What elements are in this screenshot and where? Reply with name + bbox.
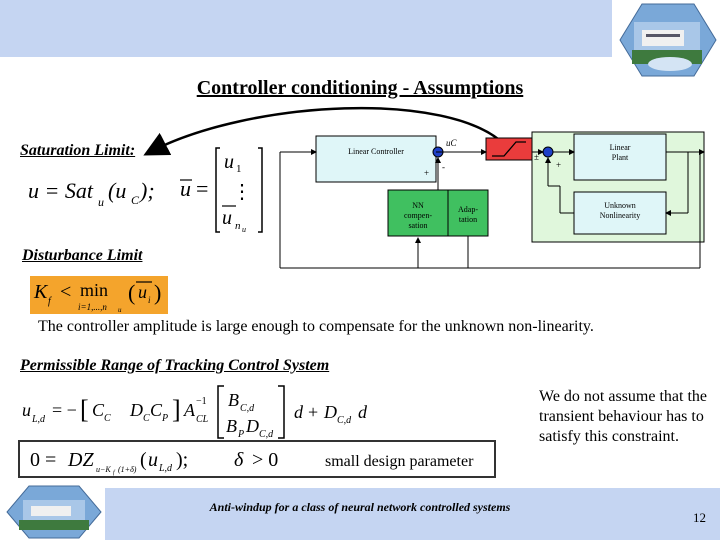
saturation-label: Saturation Limit:: [20, 142, 136, 159]
svg-text:±: ±: [534, 152, 539, 162]
svg-text:⋮: ⋮: [232, 181, 252, 203]
svg-text:u: u: [138, 282, 147, 302]
disturbance-label: Disturbance Limit: [22, 247, 143, 264]
svg-text:(1+δ): (1+δ): [118, 465, 137, 474]
deadzone-equation: [28, 442, 318, 476]
minus-sign: -: [442, 162, 445, 172]
permissible-range-label: Permissible Range of Tracking Control System: [20, 357, 330, 374]
svg-text:min: min: [80, 280, 109, 300]
svg-text:0 =: 0 =: [30, 449, 57, 471]
svg-text:);: );: [176, 449, 189, 471]
svg-text:(: (: [140, 449, 147, 471]
linear-plant-label: Linear: [609, 143, 631, 152]
svg-text:i=1,...,n: i=1,...,n: [78, 302, 107, 312]
transient-note: We do not assume that the transient behaviour has to satisfy this constraint.: [539, 388, 708, 445]
linear-controller-block: [316, 136, 436, 182]
page-number: 12: [693, 510, 706, 525]
unknown-nonlinearity-label: Unknown: [604, 201, 636, 210]
svg-text:D: D: [246, 416, 259, 436]
svg-text:L,d: L,d: [159, 463, 173, 474]
svg-text:u: u: [98, 195, 104, 209]
footer-text: Anti-windup for a class of neural network controlled systems: [209, 500, 511, 514]
svg-text:u: u: [222, 207, 232, 229]
svg-text:−1: −1: [196, 396, 207, 407]
svg-text:sation: sation: [408, 221, 428, 230]
svg-text:[: [: [80, 395, 89, 424]
svg-text:C,d: C,d: [240, 403, 255, 414]
svg-text:+: +: [308, 402, 319, 422]
slide-title: Controller conditioning - Assumptions: [196, 77, 524, 99]
saturation-block: [486, 138, 532, 160]
svg-text:= −: = −: [52, 400, 77, 420]
svg-text:P: P: [238, 429, 245, 440]
control-block-diagram: [270, 128, 710, 273]
svg-text:δ: δ: [234, 449, 244, 471]
svg-text:(: (: [128, 280, 136, 305]
svg-text:u: u: [118, 306, 122, 314]
svg-text:L,d: L,d: [32, 414, 46, 425]
svg-text:u: u: [224, 151, 234, 173]
svg-text:B: B: [226, 416, 237, 436]
svg-text:C: C: [92, 400, 105, 420]
svg-text:Nonlinearity: Nonlinearity: [599, 211, 641, 220]
svg-text:C: C: [104, 413, 111, 424]
svg-text:u: u: [22, 400, 31, 420]
svg-text:C: C: [143, 413, 150, 424]
svg-text:K: K: [34, 281, 48, 303]
signal-uc-label: uC: [446, 138, 457, 148]
svg-text:tation: tation: [458, 215, 478, 224]
svg-text:Plant: Plant: [611, 153, 629, 162]
nn-compensation-label: NN: [412, 201, 424, 210]
svg-text:B: B: [228, 390, 239, 410]
plus-sign: +: [424, 168, 430, 178]
svg-text:);: );: [140, 178, 155, 203]
svg-text:D: D: [130, 400, 143, 420]
svg-text:<: <: [60, 281, 72, 303]
svg-text:CL: CL: [196, 414, 209, 425]
svg-text:d: d: [294, 402, 303, 422]
svg-text:u: u: [148, 449, 158, 471]
disturbance-equation: [30, 276, 168, 314]
svg-text:(u: (u: [108, 178, 127, 203]
svg-text:f: f: [113, 470, 115, 476]
svg-text:1: 1: [236, 163, 242, 175]
svg-text:u: u: [242, 225, 246, 234]
svg-text:> 0: > 0: [252, 449, 279, 471]
svg-text:d: d: [358, 402, 367, 422]
adaptation-label: Adap-: [458, 205, 478, 214]
svg-text:): ): [154, 280, 162, 305]
svg-text:C,d: C,d: [337, 415, 352, 426]
linear-controller-label: Linear Controller: [348, 147, 404, 156]
svg-text:u = Sat: u = Sat: [28, 178, 93, 203]
svg-text:DZ: DZ: [68, 449, 94, 471]
svg-text:u: u: [180, 176, 191, 201]
svg-text:A: A: [184, 400, 195, 420]
svg-text:P: P: [162, 413, 169, 424]
svg-text:C,d: C,d: [259, 429, 274, 440]
small-design-parameter-text: small design parameter: [325, 453, 474, 470]
svg-text:D: D: [324, 402, 337, 422]
svg-text:compen-: compen-: [404, 211, 432, 220]
summing-junction-2: [543, 147, 553, 157]
svg-text:u−K: u−K: [96, 465, 111, 474]
tracking-equation: [22, 380, 402, 442]
svg-text:i: i: [148, 295, 151, 305]
svg-text:n: n: [235, 220, 241, 232]
svg-text:]: ]: [172, 395, 181, 424]
saturation-equation: [28, 172, 168, 218]
svg-text:C: C: [150, 400, 163, 420]
u-vector-equation: [176, 140, 266, 240]
svg-text:C: C: [131, 193, 140, 207]
svg-text:=: =: [196, 176, 209, 201]
controller-amplitude-text: The controller amplitude is large enough to compensate for the unknown non-linearity.: [38, 318, 594, 335]
svg-text:+: +: [556, 160, 562, 170]
svg-text:f: f: [48, 296, 51, 307]
